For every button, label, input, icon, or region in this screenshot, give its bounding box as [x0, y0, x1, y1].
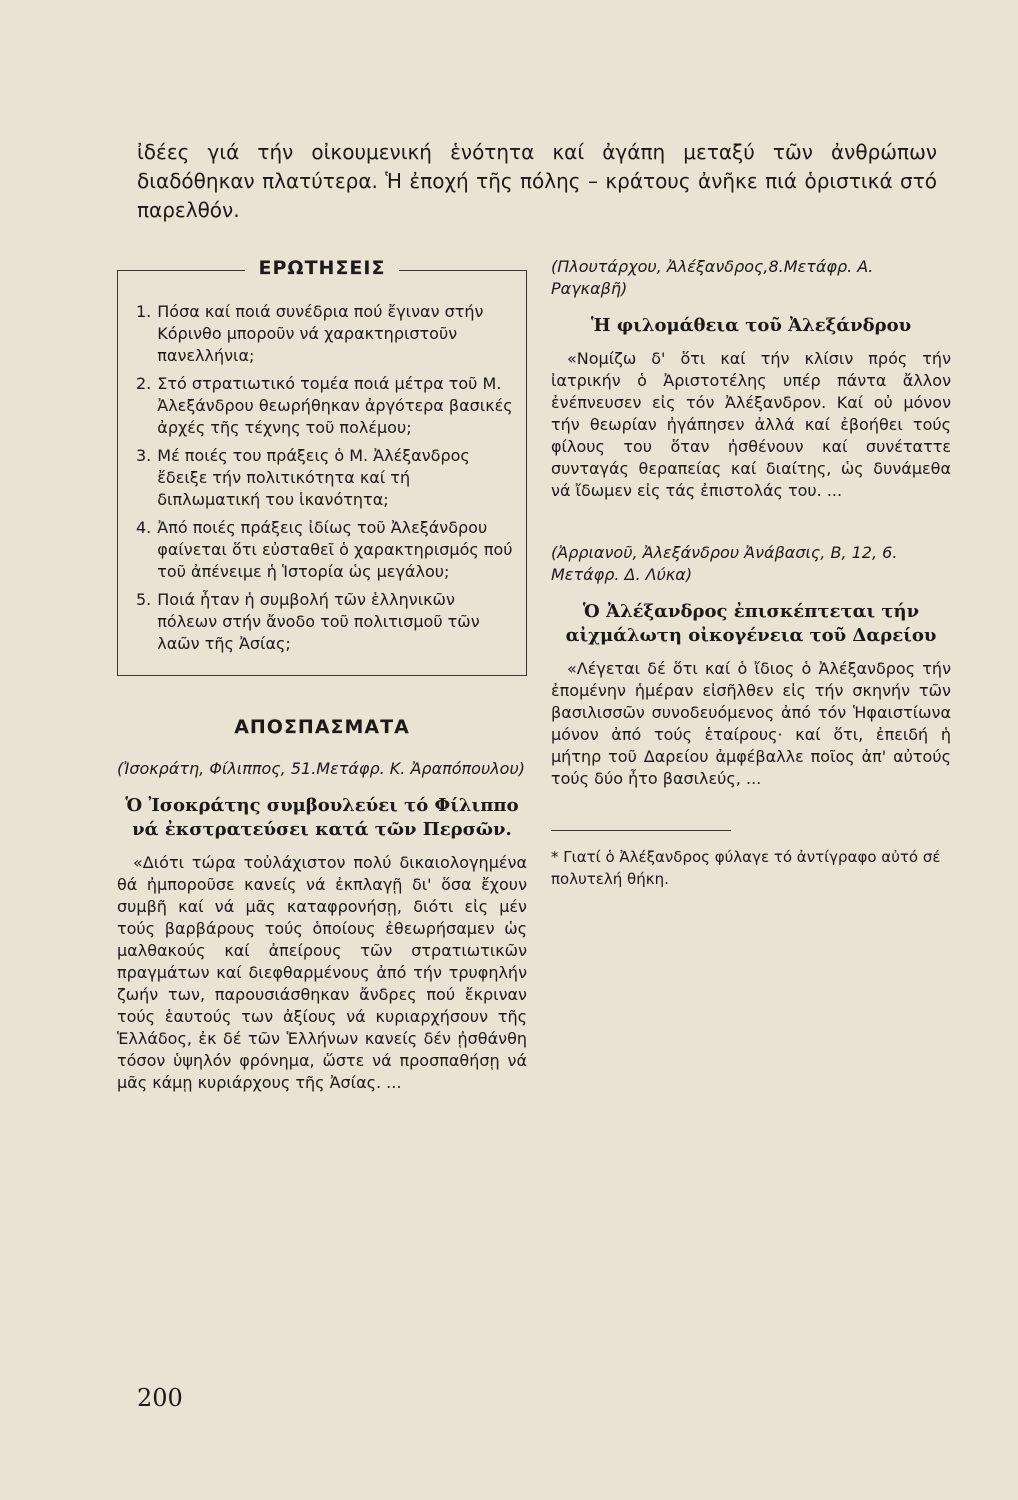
isocrates-source: (Ἰσοκράτη, Φίλιππος, 51.Μετάφρ. Κ. Ἀραπόπουλου)	[117, 759, 525, 778]
question-item	[136, 445, 516, 511]
plutarch-source: (Πλουτάρχου, Ἀλέξανδρος,8.Μετάφρ. Α. Ραγκαβῆ)	[551, 257, 874, 298]
page-number: 200	[137, 1384, 183, 1412]
arrian-source: (Ἀρριανοῦ, Ἀλεξάνδρου Ἀνάβασις, Β, 12, 6. Μετάφρ. Δ. Λύκα)	[551, 543, 898, 584]
question-number: 3.	[136, 446, 152, 465]
question-item	[136, 301, 516, 367]
question-text: Ποιά ἦταν ἡ συμβολή τῶν ἑλληνικῶν πόλεων στήν ἄνοδο τοῦ πολιτισμοῦ τῶν λαῶν τῆς Ἀσίας;	[157, 590, 480, 653]
question-number: 2.	[136, 374, 152, 393]
left-column	[117, 256, 527, 1110]
isocrates-heading: Ὁ Ἰσοκράτης συμβουλεύει τό Φίλιππο νά ἐκστρατεύσει κατά τῶν Περσῶν.	[125, 795, 519, 840]
question-text: Ἀπό ποιές πράξεις ἰδίως τοῦ Ἀλεξάνδρου φαίνεται ὅτι εὐσταθεῖ ὁ χαρακτηρισμός πού τοῦ ἀπένειμε ἡ Ἱστορία ὡς μεγάλου;	[157, 518, 513, 581]
questions-title: ΕΡΩΤΗΣΕΙΣ	[245, 257, 400, 279]
question-number: 4.	[136, 518, 152, 537]
arrian-text: «Λέγεται δέ ὅτι καί ὁ ἴδιος ὁ Ἀλέξανδρος τήν ἐπομένην ἡμέραν εἰσῆλθεν εἰς τήν σκηνήν τῶν βασιλισσῶν συνοδευόμενος ἀπό τόν Ἡφαιστίωνα μόνον ἀπό τούς ἑταίρους· καί ὅτι, ἐπειδή ἡ μήτηρ τοῦ Δαρείου ἀμφέβαλλε ποῖος ἀπ' αὐτούς τούς δύο ἦτο βασιλεύς, ...	[551, 659, 951, 788]
questions-box	[117, 257, 527, 676]
footnote-divider	[551, 830, 731, 831]
question-item	[136, 373, 516, 439]
plutarch-text: «Νομίζω δ' ὅτι καί τήν κλίσιν πρός τήν ἰατρικήν ὁ Ἀριστοτέλης υπέρ πάντα ἄλλον ἐνέπνευσεν εἰς τόν Ἀλέξανδρον. Καί οὐ μόνον τήν θεωρίαν ἠγάπησεν ἀλλά καί ἐβοήθει τούς φίλους του ὅταν ἠσθένουν καί συνέταττε συνταγάς θεραπείας καί διαίτης, ὡς δυνάμεθα νά ἴδωμεν εἰς τάς ἐπιστολάς του. ...	[551, 349, 951, 500]
question-text: Πόσα καί ποιά συνέδρια πού ἔγιναν στήν Κόρινθο μποροῦν νά χαρακτηριστοῦν πανελλήνια;	[157, 302, 484, 365]
question-item	[136, 517, 516, 583]
question-number: 5.	[136, 590, 152, 609]
footnote: * Γιατί ὁ Ἀλέξανδρος φύλαγε τό ἀντίγραφο αὐτό σέ πολυτελή θήκη.	[551, 848, 941, 888]
question-text: Μέ ποιές του πράξεις ὁ Μ. Ἀλέξανδρος ἔδειξε τήν πολιτικότητα καί τή διπλωματική του ἱκανότητα;	[157, 446, 470, 509]
isocrates-text: «Διότι τώρα τοὐλάχιστον πολύ δικαιολογημένα θά ἠμποροῦσε κανείς νά ἐκπλαγῇ δι' ὅσα ἔχουν συμβῆ καί νά μᾶς καταφρονήσῃ, διότι εἰς μέν τούς βαρβάρους τούς ὁποίους ἐθεωρήσαμεν ὡς μαλθακούς καί ἀπείρους τῶν στρατιωτικῶν πραγμάτων καί διεφθαρμένους ἀπό τήν τρυφηλήν ζωήν των, παρουσιάσθηκαν ἄνδρες πού ἔκριναν τούς ἑαυτούς των ἀξίους νά κυριαρχήσουν τῆς Ἑλλάδος, ἐκ δέ τῶν Ἑλλήνων κανείς δέν ᾐσθάνθη τόσον ὑψηλόν φρόνημα, ὥστε νά προσπαθήσῃ νά μᾶς κάμῃ κυριάρχους τῆς Ἀσίας. ...	[117, 853, 527, 1092]
plutarch-heading: Ἡ φιλομάθεια τοῦ Ἀλεξάνδρου	[590, 315, 912, 336]
intro-paragraph: ἰδέες γιά τήν οἰκουμενική ἑνότητα καί ἀγάπη μεταξύ τῶν ἀνθρώπων διαδόθηκαν πλατύτερα. Ἡ ἐποχή τῆς πόλης – κράτους ἀνῆκε πιά ὁριστικά στό παρελθόν.	[137, 140, 937, 222]
right-column	[551, 256, 951, 905]
question-number: 1.	[136, 302, 152, 321]
question-item	[136, 589, 516, 655]
question-text: Στό στρατιωτικό τομέα ποιά μέτρα τοῦ Μ. Ἀλεξάνδρου θεωρήθηκαν ἀργότερα βασικές ἀρχές τῆς τέχνης τοῦ πολέμου;	[157, 374, 513, 437]
questions-title-wrap	[118, 257, 526, 279]
arrian-heading: Ὁ Ἀλέξανδρος ἐπισκέπτεται τήν αἰχμάλωτη οἰκογένεια τοῦ Δαρείου	[565, 601, 937, 646]
excerpts-title: ΑΠΟΣΠΑΣΜΑΤΑ	[234, 716, 410, 738]
questions-list	[136, 301, 516, 655]
